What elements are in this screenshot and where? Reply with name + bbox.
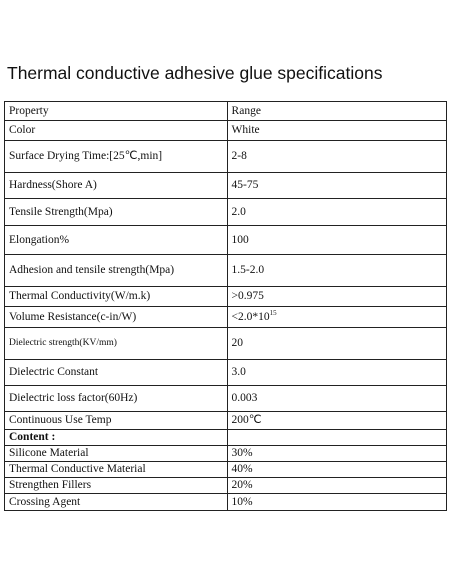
property-cell: Hardness(Shore A) [5, 173, 228, 199]
table-row [5, 386, 447, 412]
percent-cell: 40% [227, 462, 446, 478]
range-exponent: 15 [269, 308, 277, 317]
property-cell: Dielectric loss factor(60Hz) [5, 386, 228, 412]
property-cell: Dielectric Constant [5, 360, 228, 386]
table-row [5, 307, 447, 328]
property-cell: Color [5, 121, 228, 141]
content-heading: Content : [5, 430, 228, 446]
table-row [5, 478, 447, 494]
property-cell: Adhesion and tensile strength(Mpa) [5, 255, 228, 287]
percent-cell: 30% [227, 446, 446, 462]
page-title: Thermal conductive adhesive glue specifications [7, 63, 383, 83]
range-cell: 45-75 [227, 173, 446, 199]
range-cell: 2-8 [227, 141, 446, 173]
table-row [5, 226, 447, 255]
table-row [5, 141, 447, 173]
material-cell: Crossing Agent [5, 494, 228, 511]
material-cell: Strengthen Fillers [5, 478, 228, 494]
property-cell: Volume Resistance(c-in/W) [5, 307, 228, 328]
table-row [5, 173, 447, 199]
property-cell: Continuous Use Temp [5, 412, 228, 430]
property-cell: Thermal Conductivity(W/m.k) [5, 287, 228, 307]
range-cell: 100 [227, 226, 446, 255]
table-row [5, 199, 447, 226]
material-cell: Silicone Material [5, 446, 228, 462]
range-cell: 200℃ [227, 412, 446, 430]
range-base: <2.0*10 [231, 310, 270, 323]
table-row [5, 287, 447, 307]
property-cell: Tensile Strength(Mpa) [5, 199, 228, 226]
table-row [5, 255, 447, 287]
header-range: Range [227, 102, 446, 121]
header-property: Property [5, 102, 228, 121]
table-row [5, 494, 447, 511]
property-cell: Elongation% [5, 226, 228, 255]
percent-cell: 10% [227, 494, 446, 511]
empty-cell [227, 430, 446, 446]
property-cell: Surface Drying Time:[25℃,min] [5, 141, 228, 173]
property-cell: Dielectric strength(KV/mm) [5, 328, 228, 360]
table-row [5, 121, 447, 141]
table-row [5, 360, 447, 386]
range-cell: 1.5-2.0 [227, 255, 446, 287]
table-row [5, 412, 447, 430]
table-row [5, 446, 447, 462]
table-header-row [5, 102, 447, 121]
range-cell: 2.0 [227, 199, 446, 226]
content-heading-row [5, 430, 447, 446]
range-cell: 20 [227, 328, 446, 360]
range-cell [227, 307, 446, 328]
range-cell: >0.975 [227, 287, 446, 307]
range-cell: White [227, 121, 446, 141]
range-cell: 0.003 [227, 386, 446, 412]
percent-cell: 20% [227, 478, 446, 494]
range-cell: 3.0 [227, 360, 446, 386]
material-cell: Thermal Conductive Material [5, 462, 228, 478]
spec-table [4, 101, 447, 511]
table-row [5, 328, 447, 360]
table-row [5, 462, 447, 478]
